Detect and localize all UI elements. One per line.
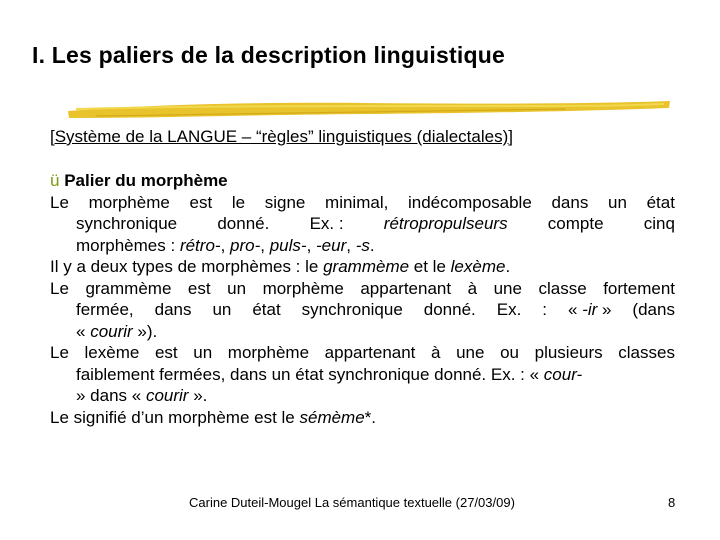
word: synchronique	[301, 300, 403, 319]
word: le	[231, 192, 246, 212]
text: ,	[346, 235, 356, 255]
word: donné.	[423, 300, 476, 319]
body-line-5	[50, 278, 675, 300]
text: »).	[132, 321, 158, 341]
word: Le	[50, 278, 69, 298]
word: Ex.	[496, 300, 522, 319]
word: une	[456, 343, 485, 362]
checkmark-icon: ü	[50, 171, 60, 190]
word: morphème	[262, 278, 344, 298]
text: «	[76, 321, 91, 341]
word: état	[252, 300, 281, 319]
text: .	[369, 235, 375, 255]
word: donné.	[217, 214, 270, 233]
text: morphèmes :	[76, 235, 180, 255]
word: fermée,	[76, 300, 134, 319]
text: -s	[355, 235, 370, 255]
word: synchronique	[76, 214, 178, 233]
word: état	[646, 192, 675, 212]
text: sémème	[299, 407, 365, 427]
text: puls-	[269, 235, 307, 255]
body-line-4	[50, 256, 675, 278]
text: *.	[364, 407, 377, 427]
word: grammème	[85, 278, 172, 298]
text: ,	[306, 235, 317, 255]
word	[568, 299, 611, 321]
word: morphème	[227, 343, 310, 362]
body-heading	[50, 170, 675, 192]
word: un	[607, 192, 627, 212]
slide-subtitle: [Système de la LANGUE – “règles” linguistiques (dialectales)]	[50, 127, 513, 146]
word: dans	[154, 300, 192, 319]
text: Il y a deux types de morphèmes : le	[50, 257, 324, 276]
word: morphème	[88, 192, 170, 212]
text: ,	[220, 235, 231, 255]
slide-footer: Carine Duteil-Mougel La sémantique textuelle (27/03/09)	[189, 495, 515, 510]
word: appartenant	[360, 278, 452, 298]
word: à	[431, 343, 441, 362]
word: une	[493, 278, 522, 298]
decorative-brush-stroke	[66, 96, 672, 122]
body-line-3	[50, 235, 675, 257]
word: compte	[547, 214, 604, 233]
text: faiblement fermées, dans un état synchronique donné. Ex. : «	[76, 364, 544, 384]
word: Le	[50, 192, 69, 212]
text: -eur	[316, 235, 347, 255]
word: plusieurs	[534, 343, 603, 362]
word: est	[187, 278, 211, 298]
word: est	[154, 343, 178, 362]
word: dans	[551, 192, 589, 212]
text: et le	[409, 257, 451, 276]
text: »	[597, 300, 612, 319]
text: grammème	[323, 257, 410, 276]
word: :	[542, 300, 547, 319]
word: Ex. :	[309, 214, 344, 233]
body-line-6	[50, 299, 675, 321]
text: Le signifié d’un morphème est le	[50, 407, 300, 427]
word: à	[467, 278, 478, 298]
slide-title: I. Les paliers de la description linguistique	[32, 42, 505, 68]
slide-body	[50, 170, 675, 428]
word: est	[189, 192, 213, 212]
text: cour-	[543, 364, 583, 384]
page-number: 8	[668, 495, 676, 510]
heading-text: Palier du morphème	[64, 171, 228, 190]
word: indécomposable	[407, 192, 532, 212]
word: fortement	[603, 278, 675, 298]
word: appartenant	[324, 343, 416, 362]
body-line-7	[50, 321, 675, 343]
text: courir	[90, 321, 133, 341]
word: un	[227, 278, 247, 298]
word: signe	[264, 192, 306, 212]
word: classe	[538, 278, 587, 298]
text: .	[505, 257, 511, 276]
text: «	[567, 300, 583, 319]
word: ou	[500, 343, 519, 362]
text: ».	[188, 386, 208, 405]
body-line-1	[50, 192, 675, 214]
word: minimal,	[325, 192, 389, 212]
body-line-8	[50, 342, 675, 364]
word: Le	[50, 343, 69, 362]
text: courir	[145, 386, 189, 405]
body-line-10	[50, 385, 675, 407]
word: rétropropulseurs	[383, 214, 508, 233]
body-line-9	[50, 364, 675, 386]
word: un	[212, 300, 232, 319]
word: lexème	[84, 343, 140, 362]
text: lexème	[450, 257, 506, 276]
text: rétro-	[179, 235, 221, 255]
text: -ir	[582, 300, 598, 319]
word: (dans	[632, 300, 675, 319]
text: ,	[260, 235, 270, 255]
word: cinq	[643, 214, 675, 233]
word: un	[193, 343, 213, 362]
body-line-2	[50, 213, 675, 235]
body-line-11	[50, 407, 675, 429]
word: classes	[618, 343, 675, 362]
text: pro-	[230, 235, 261, 255]
text: » dans «	[76, 386, 146, 405]
